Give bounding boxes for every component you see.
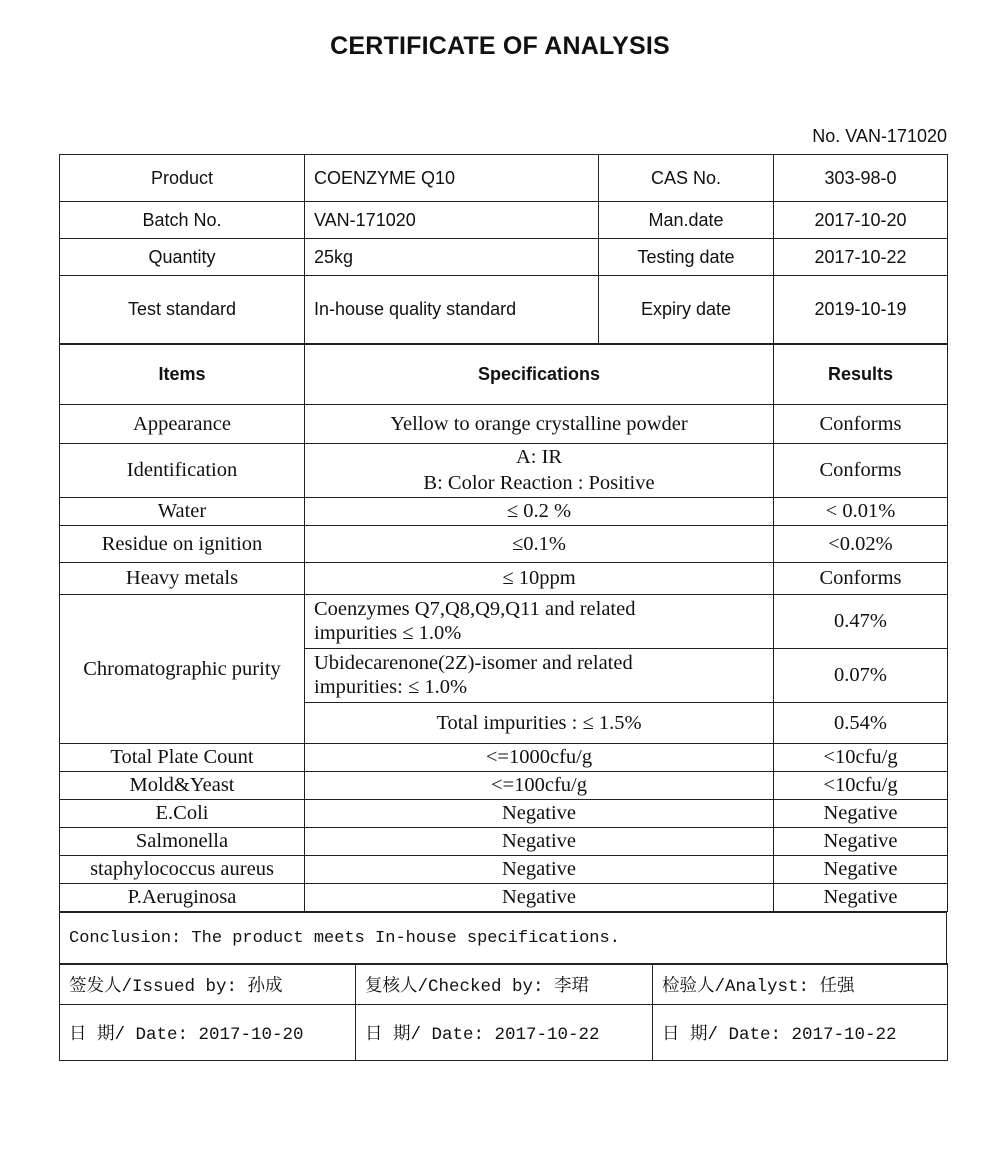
spec-line: impurities: ≤ 1.0% — [314, 676, 468, 698]
table-row — [60, 883, 948, 911]
cas-label: CAS No. — [599, 155, 774, 202]
issued-date: 日 期/ Date: 2017-10-20 — [60, 1005, 356, 1061]
analyst-date: 日 期/ Date: 2017-10-22 — [653, 1005, 948, 1061]
result-cell: Conforms — [774, 562, 948, 594]
spec-cell: Negative — [305, 883, 774, 911]
item-cell: E.Coli — [60, 799, 305, 827]
product-info-table — [59, 154, 948, 344]
item-cell: Identification — [60, 443, 305, 497]
header-items: Items — [60, 344, 305, 404]
table-row — [60, 525, 948, 562]
man-date-label: Man.date — [599, 202, 774, 239]
result-cell: Conforms — [774, 404, 948, 443]
item-cell: staphylococcus aureus — [60, 855, 305, 883]
item-cell: Salmonella — [60, 827, 305, 855]
table-row — [60, 827, 948, 855]
table-row — [60, 443, 948, 497]
spec-cell: ≤ 10ppm — [305, 562, 774, 594]
test-standard-label: Test standard — [60, 276, 305, 344]
spec-cell: Negative — [305, 799, 774, 827]
cas-value: 303-98-0 — [774, 155, 948, 202]
spec-line: Ubidecarenone(2Z)-isomer and related — [314, 652, 633, 674]
spec-cell: <=100cfu/g — [305, 771, 774, 799]
spec-line: Coenzymes Q7,Q8,Q9,Q11 and related — [314, 598, 636, 620]
testing-date-value: 2017-10-22 — [774, 239, 948, 276]
analyst: 检验人/Analyst: 任强 — [653, 964, 948, 1005]
item-cell: Appearance — [60, 404, 305, 443]
header-results: Results — [774, 344, 948, 404]
spec-cell: ≤ 0.2 % — [305, 497, 774, 525]
table-row — [60, 594, 948, 648]
document-number: No. VAN-171020 — [812, 126, 947, 146]
result-cell: 0.07% — [774, 648, 948, 702]
spec-cell: Yellow to orange crystalline powder — [305, 404, 774, 443]
table-row — [60, 771, 948, 799]
man-date-value: 2017-10-20 — [774, 202, 948, 239]
item-cell: Residue on ignition — [60, 525, 305, 562]
spec-line: B: Color Reaction : Positive — [423, 472, 655, 494]
item-cell: Mold&Yeast — [60, 771, 305, 799]
item-cell: Heavy metals — [60, 562, 305, 594]
signature-table — [59, 963, 948, 1061]
expiry-date-value: 2019-10-19 — [774, 276, 948, 344]
item-cell: P.Aeruginosa — [60, 883, 305, 911]
item-cell: Total Plate Count — [60, 743, 305, 771]
spec-cell: Negative — [305, 827, 774, 855]
quantity-label: Quantity — [60, 239, 305, 276]
spec-line: impurities ≤ 1.0% — [314, 622, 462, 644]
item-cell: Water — [60, 497, 305, 525]
result-cell: <10cfu/g — [774, 743, 948, 771]
spec-cell — [305, 594, 774, 648]
header-specifications: Specifications — [305, 344, 774, 404]
spec-cell: Negative — [305, 855, 774, 883]
batch-label: Batch No. — [60, 202, 305, 239]
expiry-date-label: Expiry date — [599, 276, 774, 344]
checked-date: 日 期/ Date: 2017-10-22 — [356, 1005, 653, 1061]
table-row — [60, 855, 948, 883]
result-cell: 0.47% — [774, 594, 948, 648]
result-cell: <10cfu/g — [774, 771, 948, 799]
results-header-row — [60, 344, 948, 404]
result-cell: Negative — [774, 883, 948, 911]
table-row — [60, 562, 948, 594]
table-row — [60, 404, 948, 443]
table-row — [60, 799, 948, 827]
table-row — [60, 497, 948, 525]
spec-cell: ≤0.1% — [305, 525, 774, 562]
spec-cell: <=1000cfu/g — [305, 743, 774, 771]
spec-cell — [305, 648, 774, 702]
result-cell: Negative — [774, 827, 948, 855]
product-label: Product — [60, 155, 305, 202]
spec-cell: Total impurities : ≤ 1.5% — [305, 702, 774, 743]
table-row — [60, 743, 948, 771]
result-cell: Conforms — [774, 443, 948, 497]
spec-cell — [305, 443, 774, 497]
test-standard-value: In-house quality standard — [305, 276, 599, 344]
issued-by: 签发人/Issued by: 孙成 — [60, 964, 356, 1005]
document-title: CERTIFICATE OF ANALYSIS — [330, 32, 670, 60]
result-cell: <0.02% — [774, 525, 948, 562]
product-value: COENZYME Q10 — [305, 155, 599, 202]
result-cell: Negative — [774, 855, 948, 883]
testing-date-label: Testing date — [599, 239, 774, 276]
item-cell: Chromatographic purity — [60, 594, 305, 743]
batch-value: VAN-171020 — [305, 202, 599, 239]
result-cell: < 0.01% — [774, 497, 948, 525]
quantity-value: 25kg — [305, 239, 599, 276]
result-cell: 0.54% — [774, 702, 948, 743]
results-table — [59, 343, 948, 912]
conclusion-table — [59, 912, 947, 965]
result-cell: Negative — [774, 799, 948, 827]
conclusion-text: Conclusion: The product meets In-house specifications. — [60, 913, 947, 965]
spec-line: A: IR — [515, 446, 563, 468]
checked-by: 复核人/Checked by: 李珺 — [356, 964, 653, 1005]
